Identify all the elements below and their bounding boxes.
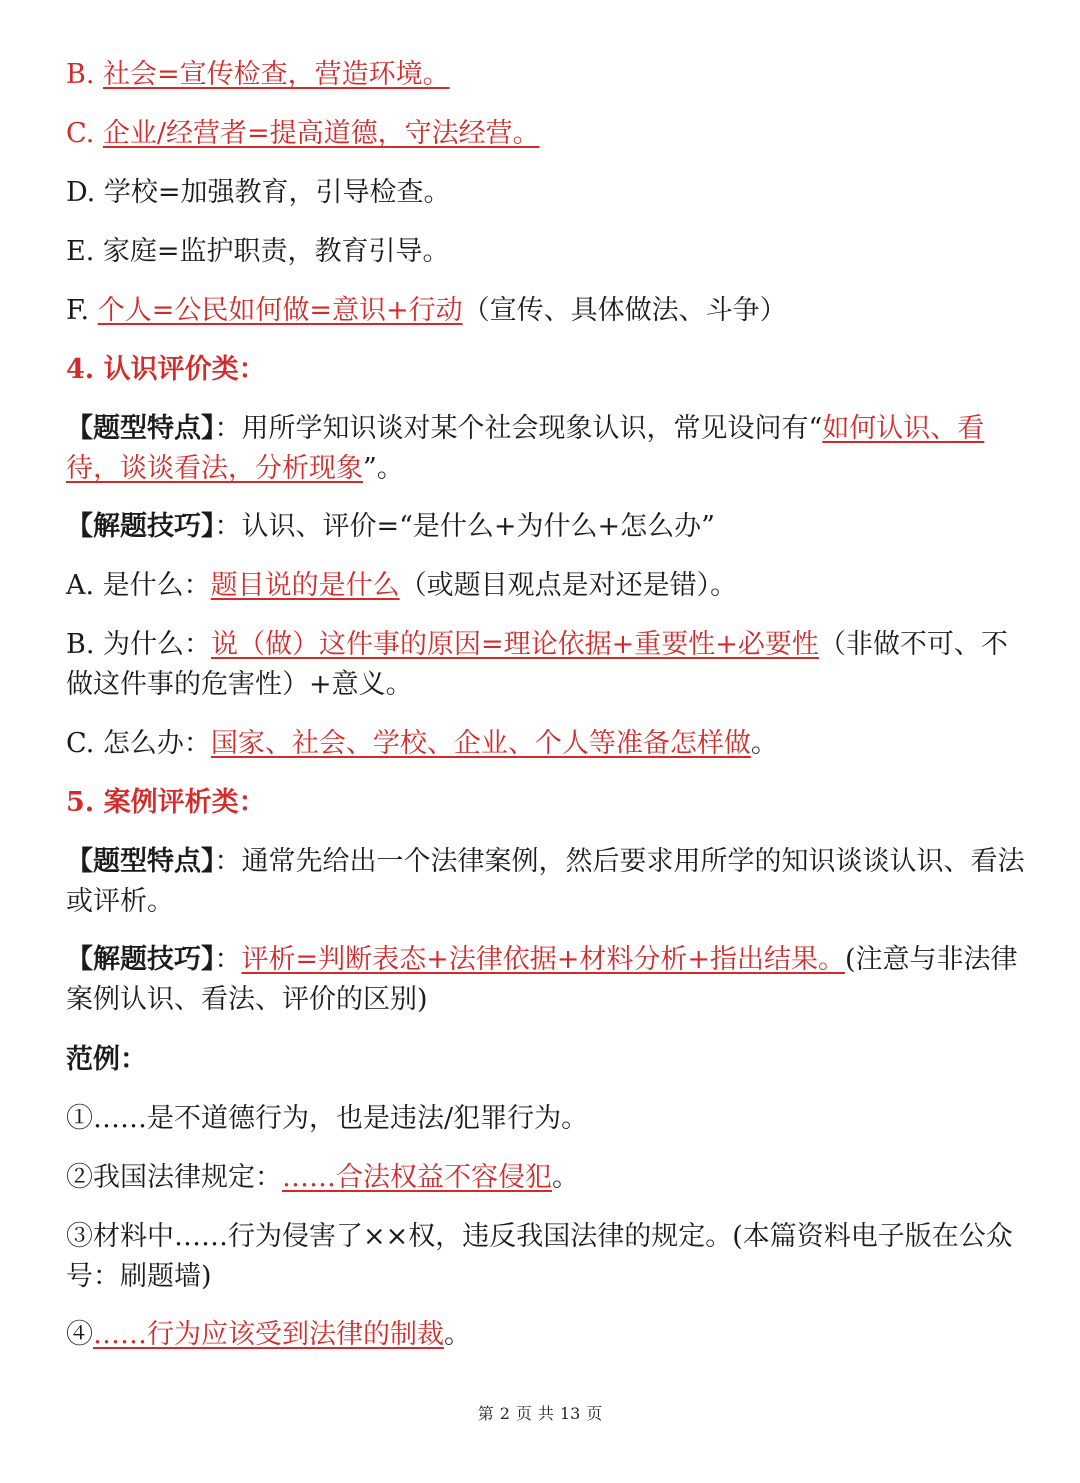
example-2 — [66, 1158, 1026, 1198]
section4-feature — [66, 409, 1026, 489]
footer-gong: 共 — [537, 1404, 554, 1423]
item-rest: （或题目观点是对还是错）。 — [399, 570, 738, 601]
skill-label: 【解题技巧】 — [66, 511, 215, 542]
item-text: 家庭=监护职责，教育引导。 — [102, 236, 450, 267]
skill-red: 评析=判断表态+法律依据+材料分析+指出结果。 — [241, 944, 845, 975]
feature-red: 如何认识、看待，谈谈看法，分析现象 — [66, 413, 985, 484]
item-d-school — [66, 173, 1026, 213]
item-text: 企业/经营者=提高道德，守法经营。 — [102, 118, 540, 149]
footer-ye2: 页 — [586, 1404, 603, 1423]
skill-colon: ： — [214, 944, 242, 975]
item-rest: （非做不可、不做这件事的危害性）+意义。 — [66, 629, 1008, 700]
item-label: C. 怎么办： — [66, 728, 211, 759]
item-text: 社会=宣传检查，营造环境。 — [103, 59, 450, 90]
item-text-rest: （宣传、具体做法、斗争） — [462, 295, 787, 326]
feature-label: 【题型特点】 — [66, 413, 215, 444]
feature-label: 【题型特点】 — [66, 846, 215, 877]
skill-text: ：认识、评价=“是什么+为什么+怎么办” — [214, 511, 715, 542]
example-end: 。 — [552, 1162, 579, 1193]
section4-item-a — [66, 566, 1026, 606]
section5-skill — [66, 940, 1026, 1020]
footer-di: 第 — [477, 1404, 494, 1423]
item-b-society — [66, 55, 1026, 95]
section5-feature — [66, 842, 1026, 922]
example-3: ③材料中……行为侵害了××权，违反我国法律的规定。(本篇资料电子版在公众号：刷题墙) — [66, 1221, 1013, 1292]
example-prefix: ④ — [66, 1319, 93, 1350]
item-label: B. 为什么： — [66, 629, 212, 660]
example-red: ……行为应该受到法律的制裁 — [93, 1319, 444, 1350]
example-red: ……合法权益不容侵犯 — [282, 1162, 552, 1193]
section4-title: 4. 认识评价类： — [66, 354, 266, 385]
item-text-red: 个人=公民如何做=意识+行动 — [97, 295, 463, 326]
section4-item-c — [66, 724, 1026, 764]
item-label: C. — [66, 118, 95, 149]
example-title: 范例： — [66, 1044, 147, 1075]
example-1: ①……是不道德行为，也是违法/犯罪行为。 — [66, 1103, 589, 1134]
example-prefix: ②我国法律规定： — [66, 1162, 282, 1193]
item-label: A. 是什么： — [66, 570, 211, 601]
item-red: 题目说的是什么 — [210, 570, 400, 601]
item-label: D. — [66, 177, 96, 208]
footer-ye: 页 — [515, 1404, 532, 1423]
item-e-family — [66, 232, 1026, 272]
page-footer — [0, 1402, 1080, 1426]
feature-text: ：用所学知识谈对某个社会现象认识，常见设问有“ — [214, 413, 823, 444]
item-f-individual — [66, 291, 1026, 331]
item-red: 说（做）这件事的原因=理论依据+重要性+必要性 — [211, 629, 819, 660]
example-4 — [66, 1315, 1026, 1355]
item-c-enterprise — [66, 114, 1026, 154]
example-end: 。 — [444, 1319, 471, 1350]
item-label: B. — [66, 59, 95, 90]
item-label: E. — [66, 236, 95, 267]
item-end: 。 — [750, 728, 778, 759]
section5-title: 5. 案例评析类： — [66, 787, 266, 818]
footer-total-pages: 13 — [559, 1404, 581, 1423]
skill-rest: (注意与非法律案例认识、看法、评价的区别) — [66, 944, 1018, 1015]
item-label: F. — [66, 295, 90, 326]
item-text: 学校=加强教育，引导检查。 — [103, 177, 451, 208]
item-red: 国家、社会、学校、企业、个人等准备怎样做 — [210, 728, 751, 759]
footer-page-number: 2 — [499, 1404, 510, 1423]
feature-end: ”。 — [363, 453, 404, 484]
section4-skill — [66, 507, 1026, 547]
feature-text: ：通常先给出一个法律案例，然后要求用所学的知识谈谈认识、看法或评析。 — [66, 846, 1025, 917]
skill-label: 【解题技巧】 — [66, 944, 215, 975]
section4-item-b — [66, 625, 1026, 705]
